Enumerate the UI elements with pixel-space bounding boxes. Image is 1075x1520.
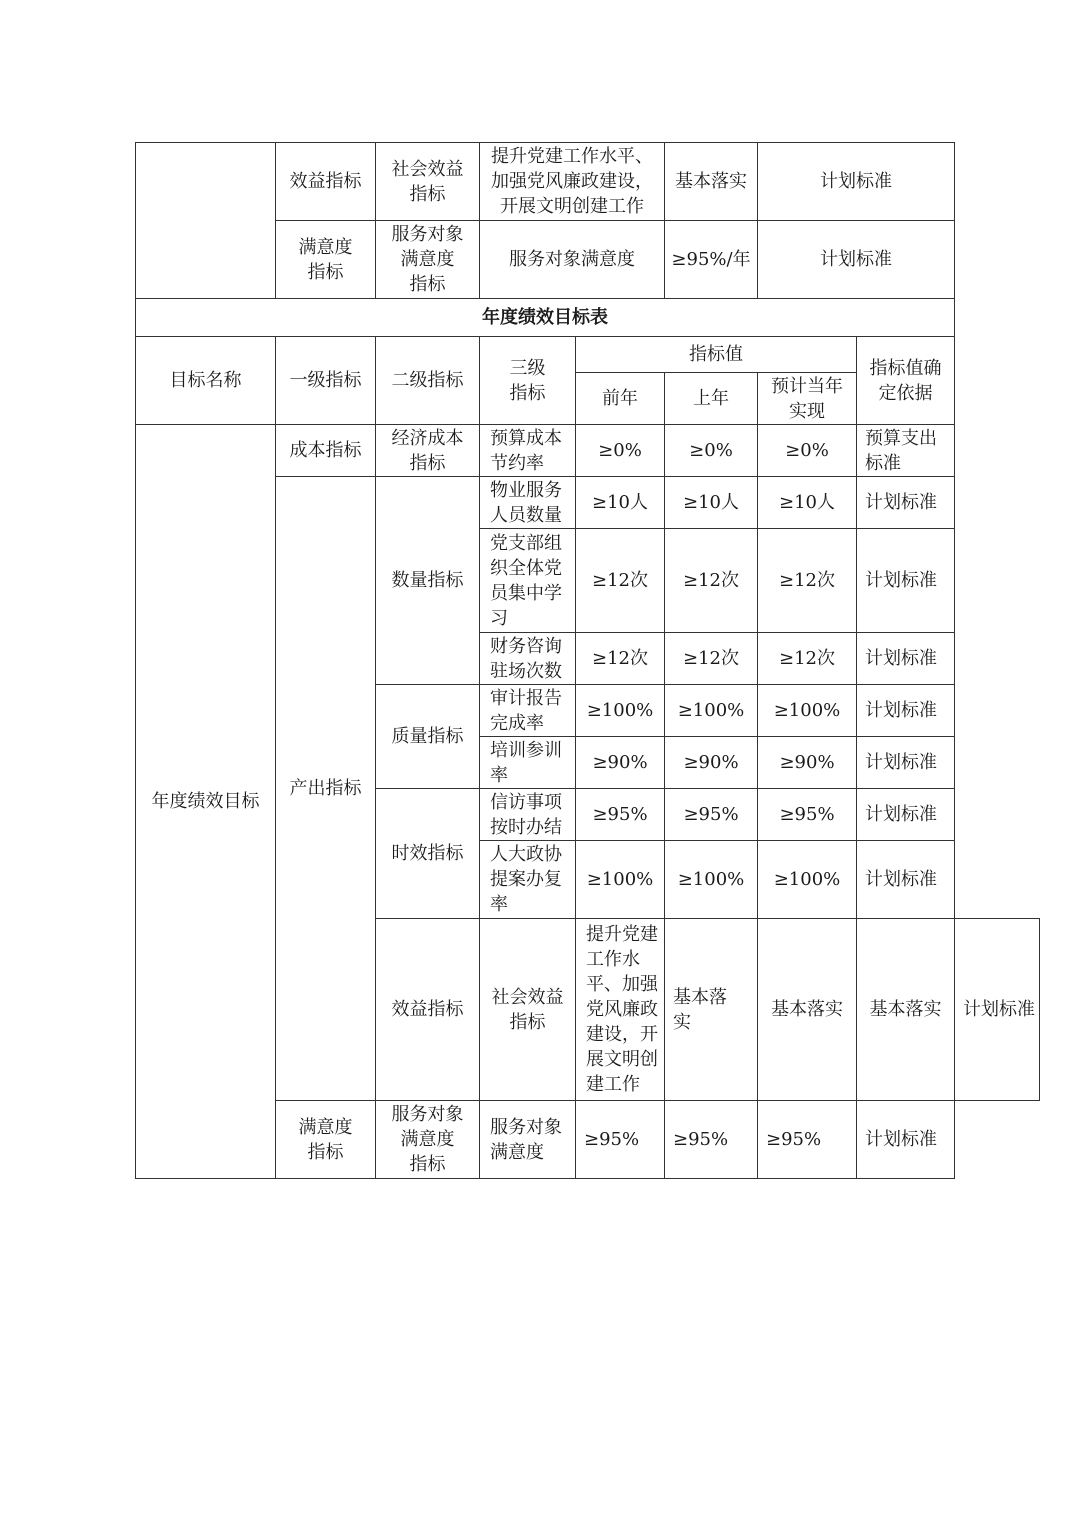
level1-cell: 效益指标 (376, 919, 480, 1101)
last-value-cell: 基本落实 (758, 919, 857, 1101)
prev-value-cell: ≥95% (576, 1101, 665, 1179)
level3-cell: 服务对象满意度 (480, 221, 665, 299)
expected-value-cell: ≥0% (758, 425, 857, 477)
basis-cell: 计划标准 (955, 919, 1040, 1101)
basis-cell: 计划标准 (857, 685, 955, 737)
level2-cell: 质量指标 (376, 685, 480, 789)
level2-cell: 数量指标 (376, 477, 480, 685)
basis-cell: 预算支出 标准 (857, 425, 955, 477)
level1-cell: 满意度 指标 (276, 221, 376, 299)
basis-cell: 计划标准 (758, 143, 955, 221)
header-basis: 指标值确 定依据 (857, 337, 955, 425)
header-expected: 预计当年 实现 (758, 373, 857, 425)
last-value-cell: ≥95% (665, 789, 758, 841)
table-row (136, 425, 1040, 477)
level3-cell: 物业服务 人员数量 (480, 477, 576, 529)
last-value-cell: ≥95% (665, 1101, 758, 1179)
expected-value-cell: ≥95% (758, 1101, 857, 1179)
basis-cell: 计划标准 (857, 633, 955, 685)
header-row (136, 337, 1040, 373)
expected-value-cell: ≥12次 (758, 529, 857, 633)
level3-cell: 审计报告 完成率 (480, 685, 576, 737)
header-prev-year: 前年 (576, 373, 665, 425)
level2-cell: 时效指标 (376, 789, 480, 919)
goal-name-cell: 年度绩效目标 (136, 425, 276, 1179)
header-level2: 二级指标 (376, 337, 480, 425)
expected-value-cell: ≥95% (758, 789, 857, 841)
prev-value-cell: ≥100% (576, 841, 665, 919)
basis-cell: 计划标准 (857, 1101, 955, 1179)
prev-value-cell: ≥12次 (576, 529, 665, 633)
prev-value-cell: ≥90% (576, 737, 665, 789)
header-last-year: 上年 (665, 373, 758, 425)
level2-cell: 服务对象 满意度 指标 (376, 221, 480, 299)
empty-cell (136, 143, 276, 299)
level2-cell: 社会效益 指标 (376, 143, 480, 221)
basis-cell: 计划标准 (857, 477, 955, 529)
last-value-cell: ≥100% (665, 685, 758, 737)
basis-cell: 计划标准 (857, 841, 955, 919)
level1-cell: 产出指标 (276, 477, 376, 1101)
basis-cell: 计划标准 (857, 789, 955, 841)
header-level3: 三级 指标 (480, 337, 576, 425)
level3-cell: 提升党建 工作水 平、加强 党风廉政 建设，开 展文明创 建工作 (576, 919, 665, 1101)
value-cell: ≥95%/年 (665, 221, 758, 299)
level3-cell: 党支部组 织全体党 员集中学 习 (480, 529, 576, 633)
prev-value-cell: ≥0% (576, 425, 665, 477)
header-goal-name: 目标名称 (136, 337, 276, 425)
last-value-cell: ≥0% (665, 425, 758, 477)
last-value-cell: ≥12次 (665, 633, 758, 685)
header-index-value: 指标值 (576, 337, 857, 373)
level2-cell: 服务对象 满意度 指标 (376, 1101, 480, 1179)
prev-value-cell: 基本落 实 (665, 919, 758, 1101)
prev-value-cell: ≥10人 (576, 477, 665, 529)
level1-cell: 满意度 指标 (276, 1101, 376, 1179)
expected-value-cell: ≥100% (758, 841, 857, 919)
performance-table (135, 142, 1040, 1179)
expected-value-cell: ≥90% (758, 737, 857, 789)
section-title: 年度绩效目标表 (136, 299, 955, 337)
level2-cell: 社会效益 指标 (480, 919, 576, 1101)
expected-value-cell: ≥10人 (758, 477, 857, 529)
expected-value-cell: ≥12次 (758, 633, 857, 685)
section-title-row (136, 299, 1040, 337)
basis-cell: 计划标准 (758, 221, 955, 299)
last-value-cell: ≥12次 (665, 529, 758, 633)
last-value-cell: ≥10人 (665, 477, 758, 529)
basis-cell: 计划标准 (857, 737, 955, 789)
expected-value-cell: ≥100% (758, 685, 857, 737)
level3-cell: 财务咨询 驻场次数 (480, 633, 576, 685)
level1-cell: 成本指标 (276, 425, 376, 477)
last-value-cell: ≥100% (665, 841, 758, 919)
prev-value-cell: ≥95% (576, 789, 665, 841)
expected-value-cell: 基本落实 (857, 919, 955, 1101)
level3-cell: 提升党建工作水平、 加强党风廉政建设， 开展文明创建工作 (480, 143, 665, 221)
basis-cell: 计划标准 (857, 529, 955, 633)
table-row (136, 143, 1040, 221)
level2-cell: 经济成本 指标 (376, 425, 480, 477)
level3-cell: 人大政协 提案办复 率 (480, 841, 576, 919)
prev-value-cell: ≥100% (576, 685, 665, 737)
level3-cell: 预算成本 节约率 (480, 425, 576, 477)
value-cell: 基本落实 (665, 143, 758, 221)
prev-value-cell: ≥12次 (576, 633, 665, 685)
level3-cell: 服务对象 满意度 (480, 1101, 576, 1179)
level3-cell: 培训参训 率 (480, 737, 576, 789)
header-level1: 一级指标 (276, 337, 376, 425)
level3-cell: 信访事项 按时办结 (480, 789, 576, 841)
level1-cell: 效益指标 (276, 143, 376, 221)
last-value-cell: ≥90% (665, 737, 758, 789)
